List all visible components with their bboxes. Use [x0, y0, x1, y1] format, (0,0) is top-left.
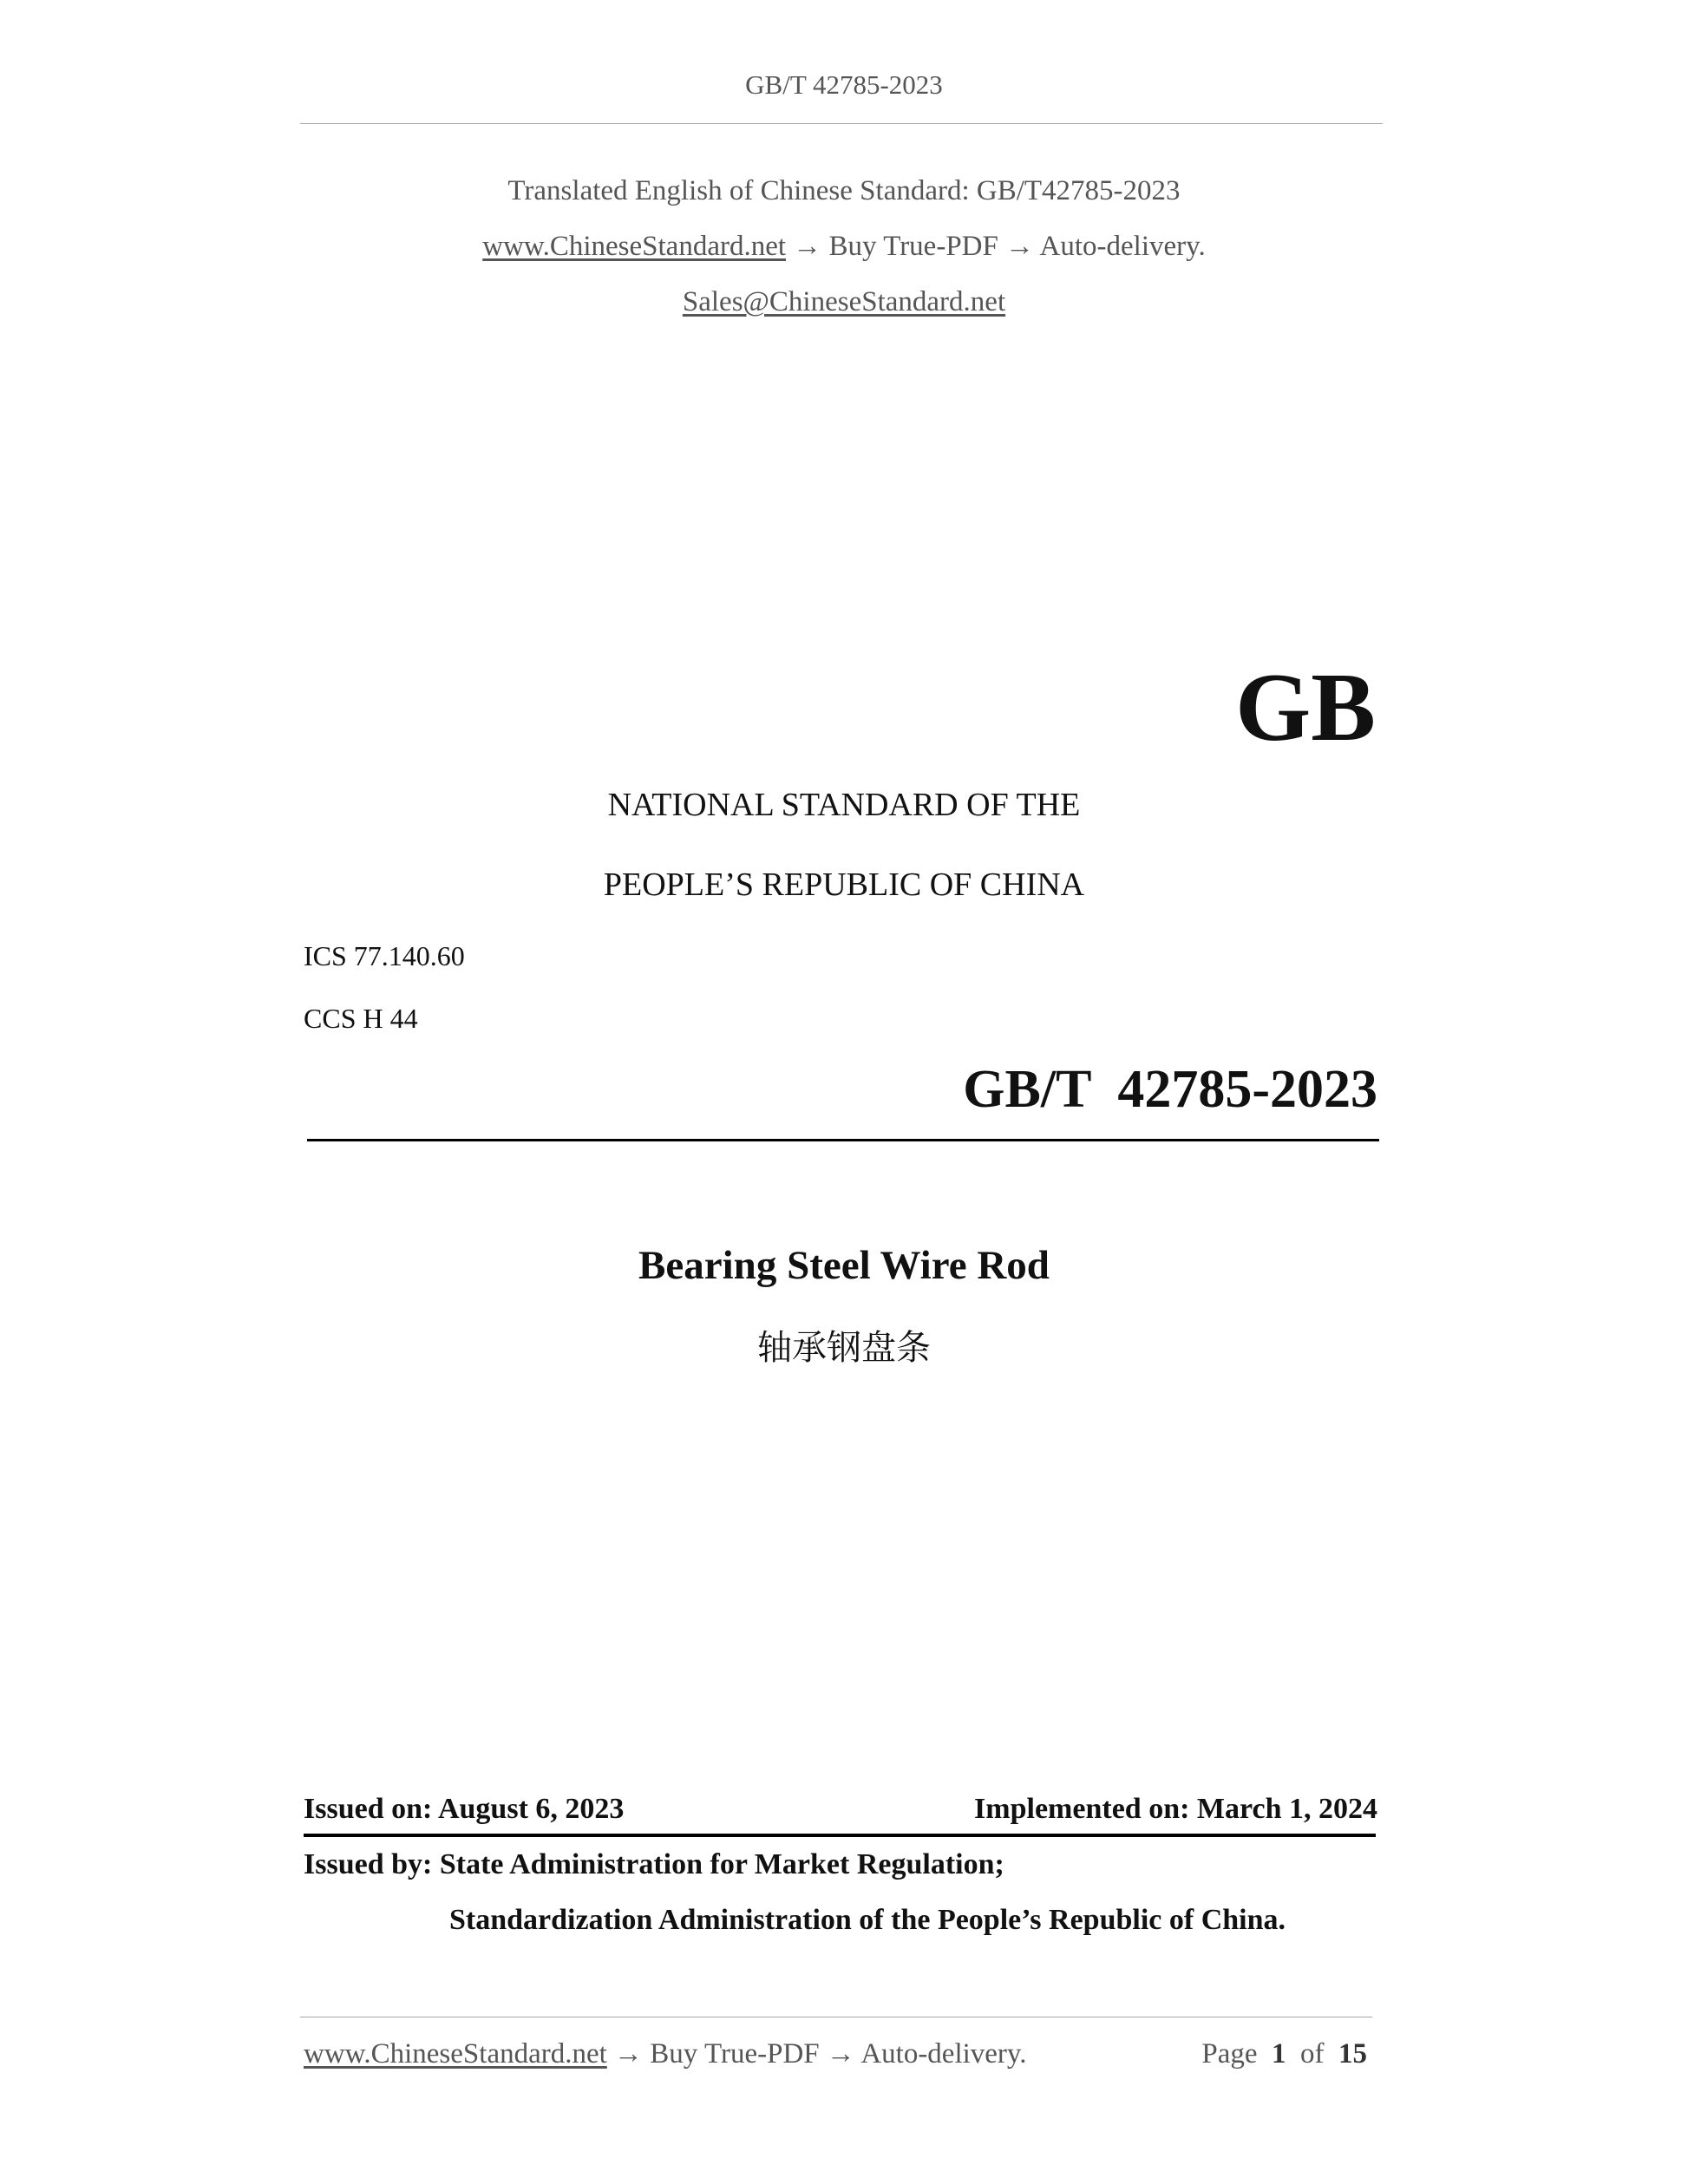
arrow-right-icon: →: [793, 231, 822, 262]
sales-line: [0, 286, 1688, 318]
national-standard-line-1: NATIONAL STANDARD OF THE: [607, 787, 1081, 823]
issued-on: Issued on: August 6, 2023: [304, 1793, 625, 1825]
arrow-right-icon: →: [826, 2038, 855, 2070]
footer-delivery-text: Auto-delivery.: [860, 2038, 1027, 2070]
page-label: Page: [1201, 2038, 1258, 2070]
issue-divider: [304, 1834, 1376, 1837]
page-current: 1: [1272, 2038, 1286, 2070]
footer-promo: [304, 2038, 1027, 2070]
document-title-en: Bearing Steel Wire Rod: [638, 1243, 1050, 1288]
promo-line: [0, 231, 1688, 263]
page-total: 15: [1338, 2038, 1367, 2070]
running-header: GB/T 42785-2023: [745, 69, 943, 100]
ccs-code: CCS H 44: [304, 1003, 418, 1034]
document-title-zh: 轴承钢盘条: [757, 1328, 931, 1368]
sales-email-link[interactable]: Sales@ChineseStandard.net: [682, 286, 1006, 317]
translation-notice: Translated English of Chinese Standard: GB/T42785-2023: [507, 175, 1181, 206]
issued-by-line-2: Standardization Administration of the People’s Republic of China.: [449, 1904, 1286, 1936]
issued-by-line-1: Issued by: State Administration for Market Regulation;: [304, 1848, 1004, 1880]
national-standard-line-2: PEOPLE’S REPUBLIC OF CHINA: [603, 866, 1085, 903]
standard-number: [963, 1060, 1377, 1119]
ics-code: ICS 77.140.60: [304, 940, 465, 971]
website-link[interactable]: www.ChineseStandard.net: [482, 231, 787, 262]
page-of: of: [1300, 2038, 1325, 2070]
standard-number-divider: [307, 1139, 1379, 1141]
page-indicator: [1201, 2038, 1367, 2070]
footer-buy-text: Buy True-PDF: [650, 2038, 820, 2070]
gb-mark: GB: [1235, 654, 1376, 762]
buy-true-pdf-text: Buy True-PDF: [828, 231, 998, 262]
arrow-right-icon: →: [1005, 231, 1035, 262]
standard-code: 42785-2023: [1117, 1060, 1377, 1119]
implemented-on: Implemented on: March 1, 2024: [974, 1793, 1377, 1825]
footer-website-link[interactable]: www.ChineseStandard.net: [304, 2038, 607, 2070]
header-divider: [300, 123, 1383, 124]
auto-delivery-text: Auto-delivery.: [1039, 231, 1206, 262]
standard-prefix: GB/T: [963, 1060, 1091, 1119]
arrow-right-icon: →: [614, 2038, 644, 2070]
